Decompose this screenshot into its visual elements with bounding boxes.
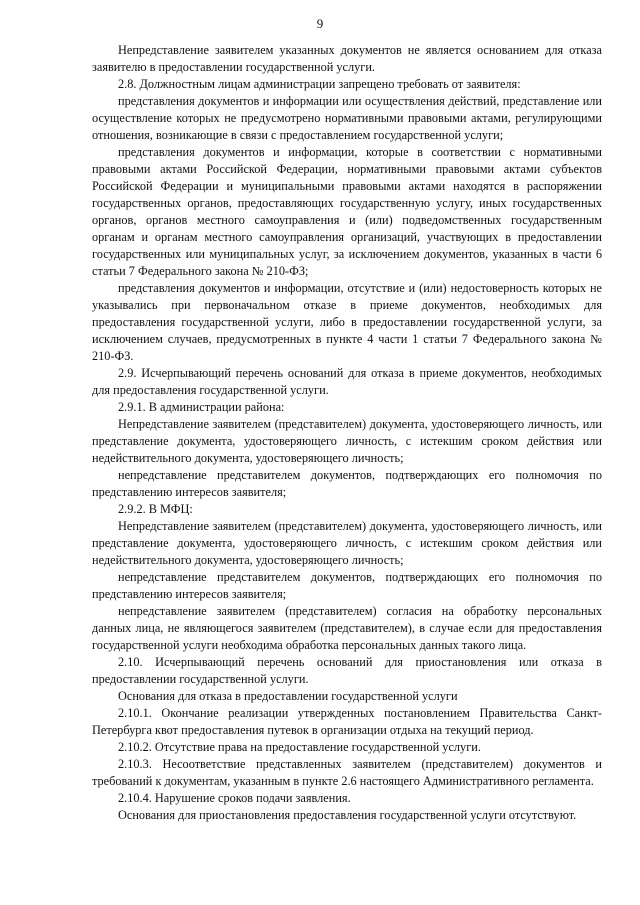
- paragraph: непредставление представителем документов, подтверждающих его полномочия по представлению интересов заявителя;: [92, 570, 602, 601]
- paragraph: 2.10.3. Несоответствие представленных заявителем (представителем) документов и требований к документам, указанным в пункте 2.6 настоящего Административного регламента.: [92, 757, 602, 788]
- paragraph: непредставление представителем документов, подтверждающих его полномочия по представлению интересов заявителя;: [92, 468, 602, 499]
- paragraph: представления документов и информации или осуществления действий, представление или осуществление которых не предусмотрено нормативными правовыми актами, регулирующими отношения, возникающие в связи с предоставлением государственной услуги;: [92, 94, 602, 142]
- paragraph: 2.9. Исчерпывающий перечень оснований для отказа в приеме документов, необходимых для предоставления государственной услуги.: [92, 366, 602, 397]
- paragraph: 2.10. Исчерпывающий перечень оснований для приостановления или отказа в предоставлении государственной услуги.: [92, 655, 602, 686]
- paragraph: Основания для приостановления предоставления государственной услуги отсутствуют.: [118, 808, 577, 822]
- paragraph: 2.10.4. Нарушение сроков подачи заявления.: [118, 791, 351, 805]
- paragraph: 2.8. Должностным лицам администрации запрещено требовать от заявителя:: [118, 77, 521, 91]
- paragraph: представления документов и информации, которые в соответствии с нормативными правовыми актами Российской Федерации, нормативными правовыми актами субъектов Российской Федерации и муниципальными правовыми актами находятся в распоряжении государственных органов, предоставляющих государственную услугу, иных государственных органов, органов местного самоуправления и (или) подведомственных государственным органам и органам местного самоуправления организаций, участвующих в предоставлении государственных или муниципальных услуг, за исключением документов, указанных в части 6 статьи 7 Федерального закона № 210-ФЗ;: [92, 145, 602, 278]
- paragraph: 2.9.1. В администрации района:: [118, 400, 285, 414]
- document-body: [92, 42, 602, 824]
- paragraph: 2.10.2. Отсутствие права на предоставление государственной услуги.: [118, 740, 481, 754]
- paragraph: Непредставление заявителем (представителем) документа, удостоверяющего личность, или представление документа, удостоверяющего личность, с истекшим сроком действия или недействительного документа, удостоверяющего личность;: [92, 519, 602, 567]
- paragraph: 2.9.2. В МФЦ:: [118, 502, 193, 516]
- paragraph: Основания для отказа в предоставлении государственной услуги: [118, 689, 458, 703]
- paragraph: непредставление заявителем (представителем) согласия на обработку персональных данных лица, не являющегося заявителем (представителем), в случае если для предоставления государственной услуги необходима обработка персональных данных такого лица.: [92, 604, 602, 652]
- paragraph: Непредставление заявителем указанных документов не является основанием для отказа заявителю в предоставлении государственной услуги.: [92, 43, 602, 74]
- paragraph: 2.10.1. Окончание реализации утвержденных постановлением Правительства Санкт-Петербурга квот предоставления путевок в организации отдыха на текущий период.: [92, 706, 602, 737]
- paragraph: Непредставление заявителем (представителем) документа, удостоверяющего личность, или представление документа, удостоверяющего личность, с истекшим сроком действия или недействительного документа, удостоверяющего личность;: [92, 417, 602, 465]
- page-number: 9: [316, 16, 324, 31]
- paragraph: представления документов и информации, отсутствие и (или) недостоверность которых не указывались при первоначальном отказе в приеме документов, необходимых для предоставления государственной услуги, либо в предоставлении государственной услуги, за исключением случаев, предусмотренных в пункте 4 части 1 статьи 7 Федерального закона № 210-ФЗ.: [92, 281, 602, 363]
